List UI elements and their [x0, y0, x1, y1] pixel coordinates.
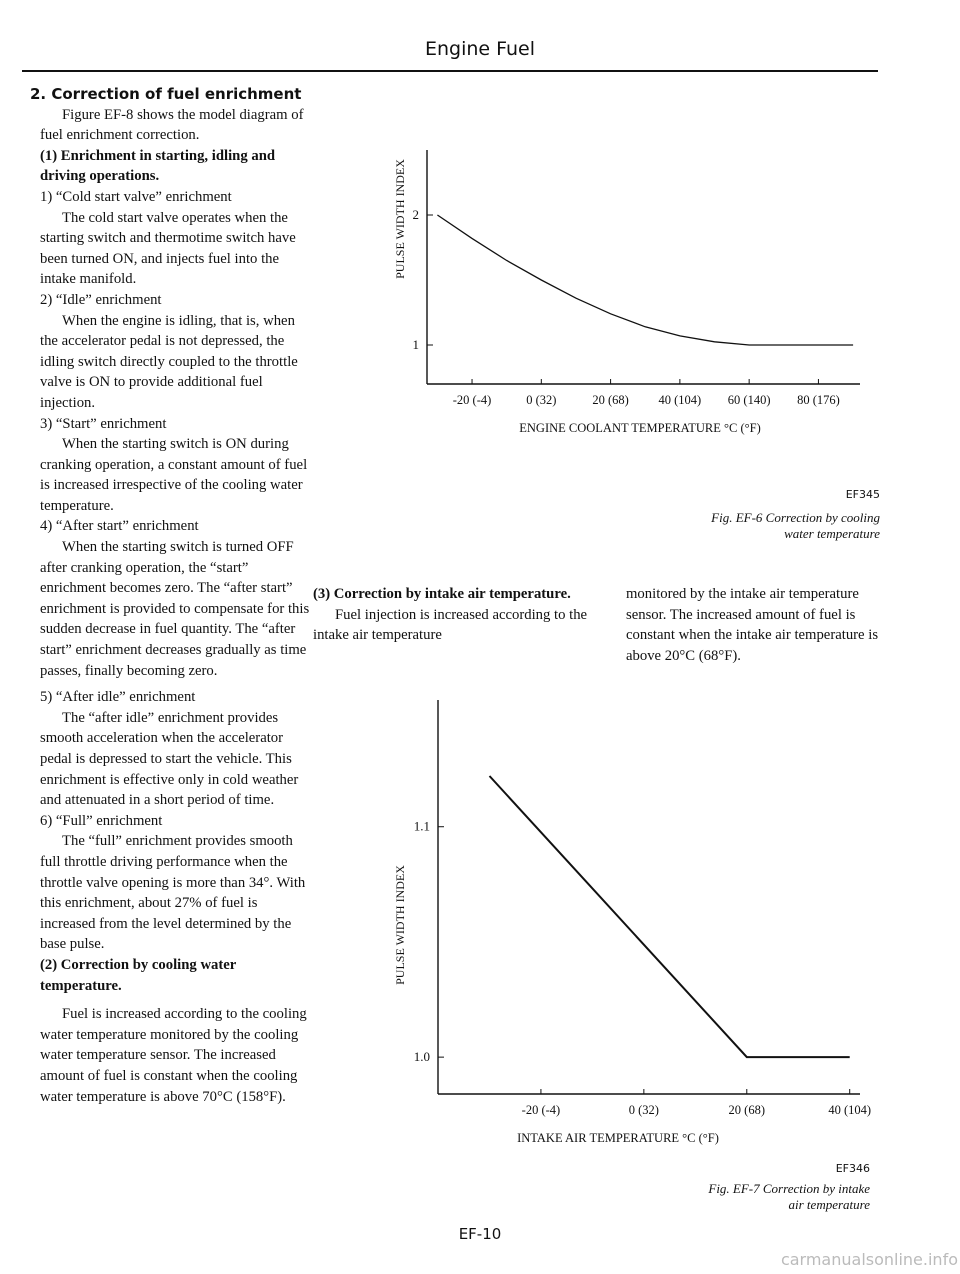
watermark: carmanualsonline.info: [780, 1250, 958, 1269]
x-tick-label: 20 (68): [728, 1103, 766, 1117]
item2-title: 2) “Idle” enrichment: [40, 291, 162, 308]
x-tick-label: 20 (68): [592, 393, 629, 407]
item3-title: 3) “Start” enrichment: [40, 415, 167, 432]
page-number: EF-10: [458, 1225, 502, 1243]
item1-text: The cold start valve operates when the starting switch and thermotime switch have been turned ON, and injects fuel into the intake manifold.: [40, 209, 296, 288]
item4-title: 4) “After start” enrichment: [40, 518, 199, 535]
figure2-caption-line1: Fig. EF-7 Correction by intake: [708, 1181, 870, 1196]
item6-title: 6) “Full” enrichment: [40, 812, 163, 829]
header-rule: [22, 70, 878, 72]
sub1-title: (1) Enrichment in starting, idling and driving operations.: [40, 147, 276, 185]
figure1-caption-line2: water temperature: [784, 526, 880, 541]
x-tick-label: 40 (104): [828, 1103, 872, 1117]
item1-title: 1) “Cold start valve” enrichment: [40, 188, 232, 205]
item4-text: When the starting switch is turned OFF after cranking operation, the “start” enrichment becomes zero. The “after start” enrichment is provided to compensate for this sudden decrease in fuel quantity. The “after start” enrichment decreases gradually as time passes, finally becoming zero.: [40, 539, 310, 679]
y-axis-label: PULSE WIDTH INDEX: [393, 159, 407, 279]
x-tick-label: 40 (104): [658, 393, 702, 407]
sub3-title: (3) Correction by intake air temperature.: [313, 586, 571, 602]
figure1-caption: [620, 510, 880, 542]
figure1-code: EF345: [845, 488, 880, 501]
item5-text: The “after idle” enrichment provides smooth acceleration when the accelerator pedal is depressed to start the vehicle. This enrichment is effective only in cold weather and attenuated in a short period of time.: [40, 709, 299, 809]
sub2-title: (2) Correction by cooling water temperature.: [40, 956, 237, 994]
figure2-caption-line2: air temperature: [788, 1197, 870, 1212]
x-tick-label: -20 (-4): [452, 393, 492, 407]
y-axis-label: PULSE WIDTH INDEX: [393, 865, 407, 985]
item5-title: 5) “After idle” enrichment: [40, 689, 196, 706]
chart-coolant: [380, 150, 880, 440]
middle-left-text: [313, 584, 595, 646]
series-line: [490, 776, 850, 1057]
series-line: [437, 215, 853, 345]
item3-text: When the starting switch is ON during cranking operation, a constant amount of fuel is increased irrespective of the cooling water temperature.: [40, 436, 308, 514]
sub2-text: Fuel is increased according to the cooling water temperature monitored by the cooling water temperature sensor. The increased amount of fuel is constant when the cooling water temperature is above 70°C (158°F).: [40, 1006, 307, 1105]
chart-intake: [360, 700, 880, 1180]
x-tick-label: -20 (-4): [521, 1103, 561, 1117]
y-tick-label: 1.0: [413, 1049, 430, 1065]
y-tick-label: 2: [412, 207, 419, 222]
y-tick-label: 1: [412, 337, 419, 352]
figure2-caption: [600, 1181, 870, 1213]
x-tick-label: 60 (140): [727, 393, 771, 407]
x-tick-label: 80 (176): [797, 393, 840, 407]
sub3-text-a: Fuel injection is increased according to the intake air temperature: [313, 606, 588, 644]
item6-text: The “full” enrichment provides smooth full throttle driving performance when the throttle valve opening is more than 34°. With this enrichment, about 27% of fuel is increased from the level determined by the base pulse.: [40, 833, 306, 953]
y-tick-label: 1.1: [413, 818, 430, 834]
figure2-code: EF346: [835, 1162, 870, 1175]
middle-right-text: [626, 584, 884, 666]
x-axis-label: INTAKE AIR TEMPERATURE °C (°F): [517, 1131, 719, 1145]
section-title: 2. Correction of fuel enrichment: [30, 85, 302, 103]
item2-text: When the engine is idling, that is, when the accelerator pedal is not depressed, the idling switch directly coupled to the throttle valve is ON to provide additional fuel injection.: [40, 312, 298, 411]
x-axis-label: ENGINE COOLANT TEMPERATURE °C (°F): [519, 421, 761, 435]
page-header: Engine Fuel: [424, 38, 536, 60]
x-tick-label: 0 (32): [526, 393, 557, 407]
sub3-text-b: monitored by the intake air temperature sensor. The increased amount of fuel is constant when the intake air temperature is above 20°C (68°F).: [626, 586, 879, 664]
left-column: [30, 84, 312, 1107]
intro-text: Figure EF-8 shows the model diagram of fuel enrichment correction.: [40, 106, 304, 144]
x-tick-label: 0 (32): [628, 1103, 659, 1117]
figure1-caption-line1: Fig. EF-6 Correction by cooling: [711, 510, 880, 525]
